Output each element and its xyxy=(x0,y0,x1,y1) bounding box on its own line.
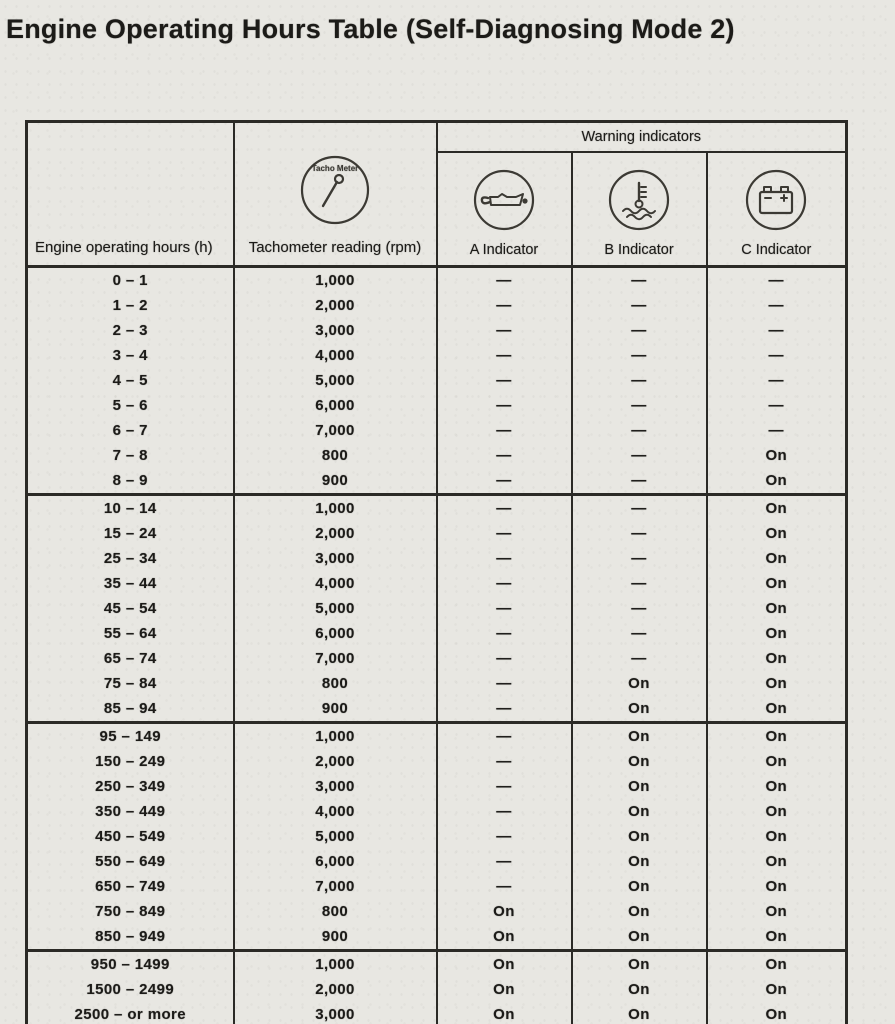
engine-hours-table xyxy=(25,120,848,1024)
indicator-a-cell: — xyxy=(437,521,572,546)
indicator-c-header xyxy=(707,152,847,267)
indicator-c-cell: On xyxy=(707,723,847,750)
coolant-temperature-warning-icon xyxy=(606,167,672,233)
rpm-cell: 900 xyxy=(234,924,437,951)
rpm-cell: 7,000 xyxy=(234,646,437,671)
hours-cell: 950 – 1499 xyxy=(27,951,234,978)
table-row xyxy=(27,293,847,318)
hours-cell: 55 – 64 xyxy=(27,621,234,646)
rpm-cell: 3,000 xyxy=(234,546,437,571)
indicator-c-cell: On xyxy=(707,824,847,849)
hours-cell: 4 – 5 xyxy=(27,368,234,393)
indicator-c-cell: — xyxy=(707,393,847,418)
indicator-a-cell: — xyxy=(437,874,572,899)
hours-cell: 35 – 44 xyxy=(27,571,234,596)
table-row xyxy=(27,824,847,849)
hours-cell: 10 – 14 xyxy=(27,495,234,522)
indicator-a-cell: — xyxy=(437,546,572,571)
page-title: Engine Operating Hours Table (Self-Diagnosing Mode 2) xyxy=(6,14,735,44)
indicator-a-cell: — xyxy=(437,774,572,799)
indicator-a-cell: — xyxy=(437,723,572,750)
indicator-b-cell: — xyxy=(572,443,707,468)
rpm-cell: 800 xyxy=(234,671,437,696)
indicator-b-cell: — xyxy=(572,343,707,368)
indicator-a-label: A Indicator xyxy=(469,242,539,258)
hours-cell: 25 – 34 xyxy=(27,546,234,571)
hours-cell: 15 – 24 xyxy=(27,521,234,546)
indicator-a-cell: On xyxy=(437,1002,572,1024)
table-row xyxy=(27,318,847,343)
battery-warning-icon xyxy=(743,167,809,233)
table-row xyxy=(27,696,847,723)
indicator-b-cell: On xyxy=(572,977,707,1002)
indicator-a-cell: — xyxy=(437,849,572,874)
rpm-cell: 2,000 xyxy=(234,293,437,318)
indicator-a-cell: — xyxy=(437,596,572,621)
rpm-cell: 1,000 xyxy=(234,723,437,750)
indicator-c-cell: On xyxy=(707,749,847,774)
hours-cell: 150 – 249 xyxy=(27,749,234,774)
rpm-cell: 6,000 xyxy=(234,393,437,418)
indicator-c-cell: On xyxy=(707,951,847,978)
hours-cell: 0 – 1 xyxy=(27,267,234,294)
indicator-b-cell: On xyxy=(572,774,707,799)
rpm-cell: 900 xyxy=(234,468,437,495)
tachometer-column-header xyxy=(234,122,437,267)
hours-cell: 85 – 94 xyxy=(27,696,234,723)
indicator-a-cell: — xyxy=(437,443,572,468)
rpm-cell: 1,000 xyxy=(234,267,437,294)
rpm-cell: 2,000 xyxy=(234,521,437,546)
table-row xyxy=(27,671,847,696)
hours-column-label: Engine operating hours (h) xyxy=(35,239,213,256)
indicator-b-cell: On xyxy=(572,849,707,874)
indicator-c-cell: — xyxy=(707,318,847,343)
rpm-cell: 1,000 xyxy=(234,951,437,978)
indicator-b-cell: — xyxy=(572,318,707,343)
table-row xyxy=(27,368,847,393)
indicator-c-cell: On xyxy=(707,621,847,646)
rpm-cell: 900 xyxy=(234,696,437,723)
rpm-cell: 5,000 xyxy=(234,368,437,393)
indicator-a-cell: — xyxy=(437,393,572,418)
indicator-c-cell: On xyxy=(707,443,847,468)
hours-cell: 650 – 749 xyxy=(27,874,234,899)
rpm-cell: 800 xyxy=(234,899,437,924)
rpm-cell: 4,000 xyxy=(234,343,437,368)
rpm-cell: 7,000 xyxy=(234,418,437,443)
rpm-cell: 4,000 xyxy=(234,799,437,824)
indicator-a-cell: — xyxy=(437,368,572,393)
indicator-b-cell: — xyxy=(572,293,707,318)
indicator-a-header xyxy=(437,152,572,267)
table-row xyxy=(27,418,847,443)
table-row xyxy=(27,596,847,621)
indicator-c-cell: On xyxy=(707,977,847,1002)
indicator-b-cell: — xyxy=(572,368,707,393)
indicator-a-cell: — xyxy=(437,621,572,646)
indicator-c-cell: — xyxy=(707,267,847,294)
table-row xyxy=(27,495,847,522)
hours-cell: 3 – 4 xyxy=(27,343,234,368)
indicator-b-cell: — xyxy=(572,393,707,418)
table-row xyxy=(27,1002,847,1024)
indicator-c-cell: On xyxy=(707,671,847,696)
table-row xyxy=(27,646,847,671)
indicator-b-cell: On xyxy=(572,1002,707,1024)
indicator-a-cell: — xyxy=(437,571,572,596)
table-row xyxy=(27,849,847,874)
indicator-c-cell: On xyxy=(707,1002,847,1024)
indicator-b-cell: On xyxy=(572,723,707,750)
indicator-c-cell: On xyxy=(707,899,847,924)
indicator-b-cell: On xyxy=(572,696,707,723)
rpm-cell: 3,000 xyxy=(234,774,437,799)
indicator-b-cell: — xyxy=(572,571,707,596)
rpm-cell: 5,000 xyxy=(234,596,437,621)
hours-cell: 2500 – or more xyxy=(27,1002,234,1024)
warning-group-row xyxy=(27,122,847,153)
indicator-a-cell: On xyxy=(437,977,572,1002)
hours-cell: 45 – 54 xyxy=(27,596,234,621)
hours-cell: 250 – 349 xyxy=(27,774,234,799)
hours-cell: 850 – 949 xyxy=(27,924,234,951)
hours-cell: 95 – 149 xyxy=(27,723,234,750)
indicator-b-cell: On xyxy=(572,951,707,978)
indicator-a-cell: — xyxy=(437,293,572,318)
indicator-c-cell: On xyxy=(707,571,847,596)
indicator-a-cell: — xyxy=(437,696,572,723)
table-row xyxy=(27,621,847,646)
indicator-c-cell: On xyxy=(707,596,847,621)
rpm-cell: 4,000 xyxy=(234,571,437,596)
indicator-c-cell: On xyxy=(707,874,847,899)
indicator-b-cell: — xyxy=(572,521,707,546)
indicator-c-cell: On xyxy=(707,849,847,874)
table-body xyxy=(27,267,847,1024)
table-row xyxy=(27,571,847,596)
hours-cell: 1500 – 2499 xyxy=(27,977,234,1002)
table-row xyxy=(27,443,847,468)
tachometer-column-label: Tachometer reading (rpm) xyxy=(248,239,422,256)
rpm-cell: 6,000 xyxy=(234,621,437,646)
indicator-a-cell: — xyxy=(437,267,572,294)
indicator-c-cell: On xyxy=(707,924,847,951)
hours-cell: 8 – 9 xyxy=(27,468,234,495)
hours-cell: 75 – 84 xyxy=(27,671,234,696)
hours-cell: 5 – 6 xyxy=(27,393,234,418)
rpm-cell: 3,000 xyxy=(234,318,437,343)
hours-cell: 450 – 549 xyxy=(27,824,234,849)
indicator-a-cell: — xyxy=(437,418,572,443)
indicator-b-cell: On xyxy=(572,899,707,924)
indicator-b-cell: On xyxy=(572,874,707,899)
oil-pressure-warning-icon xyxy=(471,167,537,233)
svg-text:Tacho Meter: Tacho Meter xyxy=(311,164,359,173)
indicator-b-header xyxy=(572,152,707,267)
indicator-c-cell: On xyxy=(707,468,847,495)
indicator-a-cell: — xyxy=(437,671,572,696)
indicator-a-cell: On xyxy=(437,924,572,951)
rpm-cell: 7,000 xyxy=(234,874,437,899)
indicator-c-cell: On xyxy=(707,696,847,723)
indicator-c-cell: — xyxy=(707,418,847,443)
indicator-b-label: B Indicator xyxy=(604,242,674,258)
indicator-a-cell: — xyxy=(437,799,572,824)
indicator-a-cell: — xyxy=(437,646,572,671)
indicator-a-cell: — xyxy=(437,468,572,495)
indicator-a-cell: — xyxy=(437,749,572,774)
hours-cell: 1 – 2 xyxy=(27,293,234,318)
indicator-c-cell: On xyxy=(707,546,847,571)
rpm-cell: 3,000 xyxy=(234,1002,437,1024)
indicator-b-cell: — xyxy=(572,621,707,646)
table-row xyxy=(27,774,847,799)
indicator-c-cell: On xyxy=(707,495,847,522)
table-header xyxy=(27,122,847,267)
hours-column-header xyxy=(27,122,234,267)
indicator-c-cell: On xyxy=(707,799,847,824)
indicator-c-cell: — xyxy=(707,343,847,368)
indicator-b-cell: On xyxy=(572,924,707,951)
table-row xyxy=(27,468,847,495)
table-row xyxy=(27,799,847,824)
hours-cell: 6 – 7 xyxy=(27,418,234,443)
indicator-a-cell: On xyxy=(437,951,572,978)
indicator-b-cell: On xyxy=(572,824,707,849)
indicator-c-label: C Indicator xyxy=(741,242,812,258)
indicator-a-cell: — xyxy=(437,343,572,368)
indicator-a-cell: — xyxy=(437,495,572,522)
hours-cell: 65 – 74 xyxy=(27,646,234,671)
indicator-b-cell: — xyxy=(572,495,707,522)
indicator-b-cell: On xyxy=(572,671,707,696)
indicator-a-cell: — xyxy=(437,318,572,343)
table-row xyxy=(27,393,847,418)
table-row xyxy=(27,267,847,294)
indicator-b-cell: — xyxy=(572,267,707,294)
indicator-c-cell: — xyxy=(707,293,847,318)
table-row xyxy=(27,924,847,951)
table-row xyxy=(27,343,847,368)
indicator-c-cell: — xyxy=(707,368,847,393)
hours-cell: 550 – 649 xyxy=(27,849,234,874)
table-row xyxy=(27,546,847,571)
indicator-c-cell: On xyxy=(707,774,847,799)
indicator-b-cell: — xyxy=(572,468,707,495)
table-row xyxy=(27,977,847,1002)
hours-cell: 750 – 849 xyxy=(27,899,234,924)
hours-cell: 2 – 3 xyxy=(27,318,234,343)
table-row xyxy=(27,723,847,750)
rpm-cell: 2,000 xyxy=(234,749,437,774)
rpm-cell: 800 xyxy=(234,443,437,468)
table-row xyxy=(27,749,847,774)
hours-cell: 7 – 8 xyxy=(27,443,234,468)
table-row xyxy=(27,951,847,978)
indicator-b-cell: On xyxy=(572,749,707,774)
rpm-cell: 5,000 xyxy=(234,824,437,849)
tachometer-gauge-icon xyxy=(298,153,372,227)
rpm-cell: 2,000 xyxy=(234,977,437,1002)
table-row xyxy=(27,874,847,899)
table-row xyxy=(27,521,847,546)
indicator-b-cell: — xyxy=(572,646,707,671)
warning-indicators-header: Warning indicators xyxy=(437,122,847,153)
indicator-b-cell: — xyxy=(572,546,707,571)
table-row xyxy=(27,899,847,924)
indicator-b-cell: — xyxy=(572,418,707,443)
indicator-c-cell: On xyxy=(707,521,847,546)
indicator-a-cell: — xyxy=(437,824,572,849)
rpm-cell: 6,000 xyxy=(234,849,437,874)
indicator-b-cell: — xyxy=(572,596,707,621)
hours-cell: 350 – 449 xyxy=(27,799,234,824)
indicator-c-cell: On xyxy=(707,646,847,671)
indicator-b-cell: On xyxy=(572,799,707,824)
rpm-cell: 1,000 xyxy=(234,495,437,522)
indicator-a-cell: On xyxy=(437,899,572,924)
